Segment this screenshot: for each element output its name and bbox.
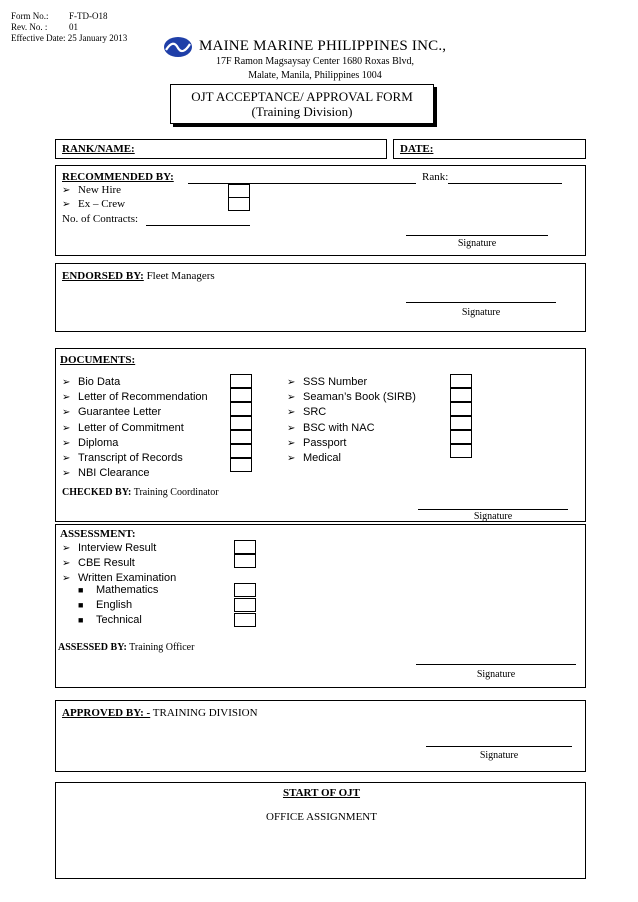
document-item: ➢ Transcript of Records xyxy=(62,451,208,466)
square-bullet-icon: ■ xyxy=(78,585,84,595)
new-hire-checkbox[interactable] xyxy=(228,184,250,198)
approved-section xyxy=(55,700,586,772)
document-item: ➢ Seaman’s Book (SIRB) xyxy=(287,390,416,405)
form-subtitle: (Training Division) xyxy=(251,104,353,119)
assessment-label: ASSESSMENT: xyxy=(60,528,136,540)
assessment-item: ➢ Written Examination xyxy=(62,571,176,586)
square-bullet-icon: ■ xyxy=(78,600,84,610)
arrow-bullet-icon: ➢ xyxy=(62,558,71,570)
documents-left-list xyxy=(62,375,208,481)
option-ex-crew: ➢ Ex – Crew xyxy=(62,198,126,210)
guarantee-letter-checkbox[interactable] xyxy=(230,402,252,416)
documents-right-list xyxy=(287,375,416,466)
approved-signature-line[interactable] xyxy=(426,746,572,747)
bsc-with-nac-checkbox[interactable] xyxy=(450,416,472,430)
rank-name-label: RANK/NAME: xyxy=(62,143,135,155)
date-label: DATE: xyxy=(400,143,434,155)
company-logo xyxy=(163,36,193,58)
recommended-section xyxy=(55,165,586,256)
mathematics-checkbox[interactable] xyxy=(234,583,256,597)
assessed-signature-label: Signature xyxy=(476,669,516,680)
arrow-bullet-icon: ➢ xyxy=(62,573,71,585)
rank-line[interactable] xyxy=(448,183,562,184)
bio-data-checkbox[interactable] xyxy=(230,374,252,388)
start-of-ojt-section xyxy=(55,782,586,879)
arrow-bullet-icon: ➢ xyxy=(62,392,71,404)
checked-signature-label: Signature xyxy=(473,511,513,522)
endorsed-section xyxy=(55,263,586,332)
form-meta xyxy=(11,11,127,44)
src-checkbox[interactable] xyxy=(450,402,472,416)
seamans-book-checkbox[interactable] xyxy=(450,388,472,402)
sss-number-checkbox[interactable] xyxy=(450,374,472,388)
document-item: ➢ BSC with NAC xyxy=(287,421,416,436)
arrow-bullet-icon: ➢ xyxy=(287,422,296,434)
document-item: ➢ Letter of Commitment xyxy=(62,421,208,436)
document-item: ➢ SRC xyxy=(287,405,416,420)
interview-result-checkbox[interactable] xyxy=(234,540,256,554)
recommended-by-line[interactable] xyxy=(188,183,416,184)
nbi-clearance-checkbox[interactable] xyxy=(230,458,252,472)
company-name: MAINE MARINE PHILIPPINES INC., xyxy=(199,38,447,54)
checked-by-label: CHECKED BY: xyxy=(62,487,132,498)
cbe-result-checkbox[interactable] xyxy=(234,554,256,568)
arrow-bullet-icon: ➢ xyxy=(287,377,296,388)
assessment-list xyxy=(62,541,176,587)
form-title: OJT ACCEPTANCE/ APPROVAL FORM xyxy=(191,89,413,104)
endorsed-signature-label: Signature xyxy=(461,307,501,318)
document-item: ➢ SSS Number xyxy=(287,375,416,390)
checked-by-value: Training Coordinator xyxy=(133,487,219,498)
arrow-bullet-icon: ➢ xyxy=(62,468,71,480)
effective-date: Effective Date: 25 January 2013 xyxy=(11,33,128,43)
assessment-sub-item: ■ English xyxy=(78,599,133,611)
contracts-line[interactable] xyxy=(146,225,250,226)
letter-of-recommendation-checkbox[interactable] xyxy=(230,388,252,402)
form-no-value: F-TD-O18 xyxy=(69,11,108,21)
documents-label: DOCUMENTS: xyxy=(60,354,136,366)
assessment-item: ➢ CBE Result xyxy=(62,556,176,571)
arrow-bullet-icon: ➢ xyxy=(287,392,296,404)
rev-label: Rev. No. : xyxy=(11,22,48,32)
document-item: ➢ Letter of Recommendation xyxy=(62,390,208,405)
address-line-1: 17F Ramon Magsaysay Center 1680 Roxas Blvd, xyxy=(215,56,415,67)
arrow-bullet-icon: ➢ xyxy=(287,437,296,449)
recommended-signature-label: Signature xyxy=(457,238,497,249)
assessed-by-value: Training Officer xyxy=(129,642,195,653)
arrow-bullet-icon: ➢ xyxy=(62,199,71,210)
date-field[interactable] xyxy=(393,139,586,159)
approved-signature-label: Signature xyxy=(479,750,519,761)
assessed-by-label: ASSESSED BY: xyxy=(58,642,127,653)
assessment-section xyxy=(55,524,586,688)
recommended-label: RECOMMENDED BY: xyxy=(62,171,174,183)
arrow-bullet-icon: ➢ xyxy=(62,407,71,419)
approved-label: APPROVED BY: - xyxy=(62,707,151,719)
endorsed-label: ENDORSED BY: xyxy=(62,270,144,282)
medical-checkbox[interactable] xyxy=(450,444,472,458)
approved-value: TRAINING DIVISION xyxy=(152,707,258,719)
endorsed-signature-line[interactable] xyxy=(406,302,556,303)
arrow-bullet-icon: ➢ xyxy=(62,437,71,449)
start-of-ojt-label: START OF OJT xyxy=(282,787,361,799)
arrow-bullet-icon: ➢ xyxy=(62,453,71,465)
recommended-signature-line[interactable] xyxy=(406,235,548,236)
arrow-bullet-icon: ➢ xyxy=(62,543,71,554)
arrow-bullet-icon: ➢ xyxy=(62,185,71,196)
arrow-bullet-icon: ➢ xyxy=(287,407,296,419)
assessment-item: ➢ Interview Result xyxy=(62,541,176,556)
form-no-label: Form No.: xyxy=(11,11,49,21)
passport-checkbox[interactable] xyxy=(450,430,472,444)
ex-crew-checkbox[interactable] xyxy=(228,197,250,211)
option-new-hire: ➢ New Hire xyxy=(62,184,122,196)
square-bullet-icon: ■ xyxy=(78,615,84,625)
document-item: ➢ Bio Data xyxy=(62,375,208,390)
arrow-bullet-icon: ➢ xyxy=(287,453,296,465)
address-line-2: Malate, Manila, Philippines 1004 xyxy=(248,70,382,81)
arrow-bullet-icon: ➢ xyxy=(62,422,71,434)
contracts-label: No. of Contracts: xyxy=(62,213,139,225)
assessment-sub-item: ■ Mathematics xyxy=(78,584,159,596)
office-assignment-label: OFFICE ASSIGNMENT xyxy=(266,811,377,823)
endorsed-value: Fleet Managers xyxy=(146,270,215,282)
document-item: ➢ Guarantee Letter xyxy=(62,405,208,420)
rank-name-field[interactable] xyxy=(55,139,387,159)
document-item: ➢ Diploma xyxy=(62,436,208,451)
diploma-checkbox[interactable] xyxy=(230,430,252,444)
document-item: ➢ NBI Clearance xyxy=(62,466,208,481)
technical-checkbox[interactable] xyxy=(234,613,256,627)
rank-label: Rank: xyxy=(422,171,449,183)
rev-value: 01 xyxy=(69,22,78,32)
assessment-sub-item: ■ Technical xyxy=(78,614,142,626)
documents-section xyxy=(55,348,586,522)
document-item: ➢ Passport xyxy=(287,436,416,451)
form-title-box xyxy=(170,84,434,124)
checked-signature-line[interactable] xyxy=(418,509,568,510)
letter-of-commitment-checkbox[interactable] xyxy=(230,416,252,430)
document-item: ➢ Medical xyxy=(287,451,416,466)
english-checkbox[interactable] xyxy=(234,598,256,612)
transcript-checkbox[interactable] xyxy=(230,444,252,458)
assessment-sub-list xyxy=(78,583,158,628)
assessed-signature-line[interactable] xyxy=(416,664,576,665)
arrow-bullet-icon: ➢ xyxy=(62,377,71,388)
